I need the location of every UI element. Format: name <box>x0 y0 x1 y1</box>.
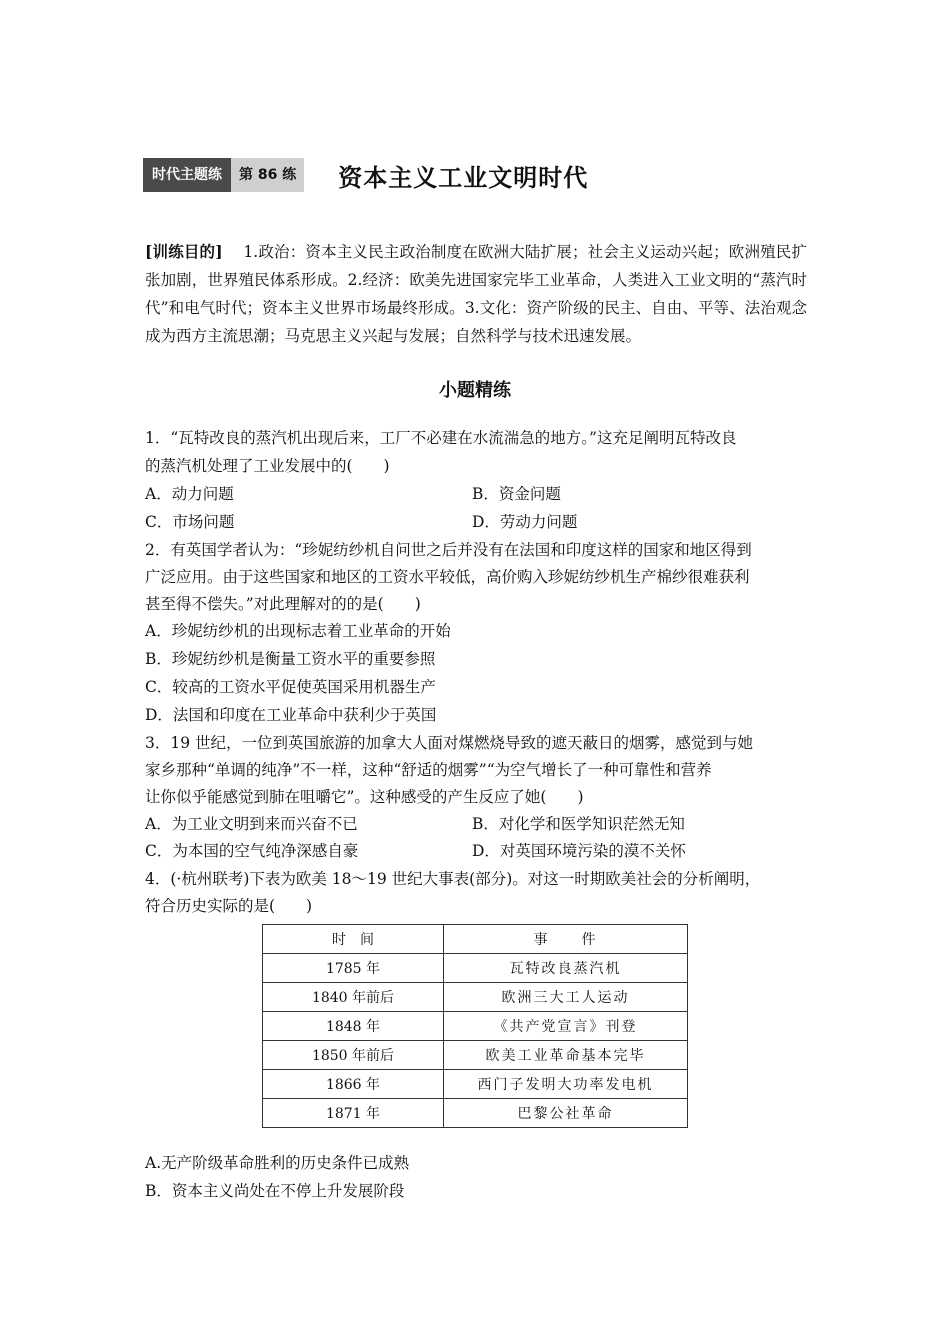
training-purpose <box>145 238 807 350</box>
q2-option-c: C．较高的工资水平促使英国采用机器生产 <box>145 678 436 696</box>
q3-stem-line-1: 3．19 世纪，一位到英国旅游的加拿大人面对煤燃烧导致的遮天蔽日的烟雾，感觉到与她 <box>145 734 754 752</box>
q3-option-a: A．为工业文明到来而兴奋不已 <box>145 815 358 833</box>
table-cell-event: 《共产党宣言》刊登 <box>444 1012 688 1041</box>
table-cell-event: 瓦特改良蒸汽机 <box>444 954 688 983</box>
q3-option-d: D．对英国环境污染的漠不关怀 <box>472 842 686 860</box>
table-cell-time: 1785 年 <box>263 954 444 983</box>
q2-option-a: A．珍妮纺纱机的出现标志着工业革命的开始 <box>145 622 451 640</box>
table-header-event: 事 件 <box>444 925 688 954</box>
table-header-time: 时 间 <box>263 925 444 954</box>
table-row <box>263 1070 688 1099</box>
q3-option-b: B．对化学和医学知识茫然无知 <box>472 815 685 833</box>
q2-stem-line-1: 2．有英国学者认为：“珍妮纺纱机自问世之后并没有在法国和印度这样的国家和地区得到 <box>145 541 752 559</box>
q4-option-a: A.无产阶级革命胜利的历史条件已成熟 <box>145 1154 410 1172</box>
table-cell-time: 1871 年 <box>263 1099 444 1128</box>
q4-stem-line-2: 符合历史实际的是( ) <box>145 897 313 915</box>
exercise-header <box>143 158 588 192</box>
q1-stem-line-1: 1．“瓦特改良的蒸汽机出现后来，工厂不必建在水流湍急的地方。”这充足阐明瓦特改良 <box>145 429 737 447</box>
purpose-label: [训练目的] <box>145 242 223 261</box>
q4-option-b: B．资本主义尚处在不停上升发展阶段 <box>145 1182 405 1200</box>
table-cell-time: 1850 年前后 <box>263 1041 444 1070</box>
q1-stem-line-2: 的蒸汽机处理了工业发展中的( ) <box>145 457 390 475</box>
q1-option-b: B．资金问题 <box>472 485 561 503</box>
table-cell-time: 1840 年前后 <box>263 983 444 1012</box>
q1-option-c: C．市场问题 <box>145 513 235 531</box>
table-row <box>263 983 688 1012</box>
q2-stem-line-2: 广泛应用。由于这些国家和地区的工资水平较低，高价购入珍妮纺纱机生产棉纱很难获利 <box>145 568 750 586</box>
table-header-row <box>263 925 688 954</box>
q3-option-c: C．为本国的空气纯净深感自豪 <box>145 842 359 860</box>
table-cell-event: 欧洲三大工人运动 <box>444 983 688 1012</box>
table-row <box>263 954 688 983</box>
table-cell-event: 西门子发明大功率发电机 <box>444 1070 688 1099</box>
q1-option-d: D．劳动力问题 <box>472 513 578 531</box>
theme-tag: 时代主题练 <box>143 158 231 192</box>
page-title: 资本主义工业文明时代 <box>338 163 589 192</box>
q2-stem-line-3: 甚至得不偿失。”对此理解对的的是( ) <box>145 595 421 613</box>
section-title: 小题精练 <box>439 380 511 401</box>
table-row <box>263 1012 688 1041</box>
events-table <box>262 924 688 1128</box>
q2-option-d: D．法国和印度在工业革命中获利少于英国 <box>145 706 437 724</box>
table-row <box>263 1099 688 1128</box>
exercise-number-tag: 第 86 练 <box>231 158 304 192</box>
table-cell-time: 1848 年 <box>263 1012 444 1041</box>
q3-stem-line-2: 家乡那种“单调的纯净”不一样，这种“舒适的烟雾”“为空气增长了一种可靠性和营养 <box>145 761 712 779</box>
q1-option-a: A．动力问题 <box>145 485 234 503</box>
table-cell-time: 1866 年 <box>263 1070 444 1099</box>
table-cell-event: 巴黎公社革命 <box>444 1099 688 1128</box>
q3-stem-line-3: 让你似乎能感觉到肺在咀嚼它”。这种感受的产生反应了她( ) <box>145 788 584 806</box>
table-row <box>263 1041 688 1070</box>
table-cell-event: 欧美工业革命基本完毕 <box>444 1041 688 1070</box>
q2-option-b: B．珍妮纺纱机是衡量工资水平的重要参照 <box>145 650 436 668</box>
purpose-text: 1.政治：资本主义民主政治制度在欧洲大陆扩展；社会主义运动兴起；欧洲殖民扩张加剧，世界殖民体系形成。2.经济：欧美先进国家完毕工业革命，人类进入工业文明的“蒸汽时代”和电气时代；资本主义世界市场最终形成。3.文化：资产阶级的民主、自由、平等、法治观念成为西方主流思潮；马克思主义兴起与发展；自然科学与技术迅速发展。 <box>145 243 807 345</box>
q4-stem-line-1: 4．(·杭州联考)下表为欧美 18～19 世纪大事表(部分)。对这一时期欧美社会的分析阐明， <box>145 870 761 888</box>
